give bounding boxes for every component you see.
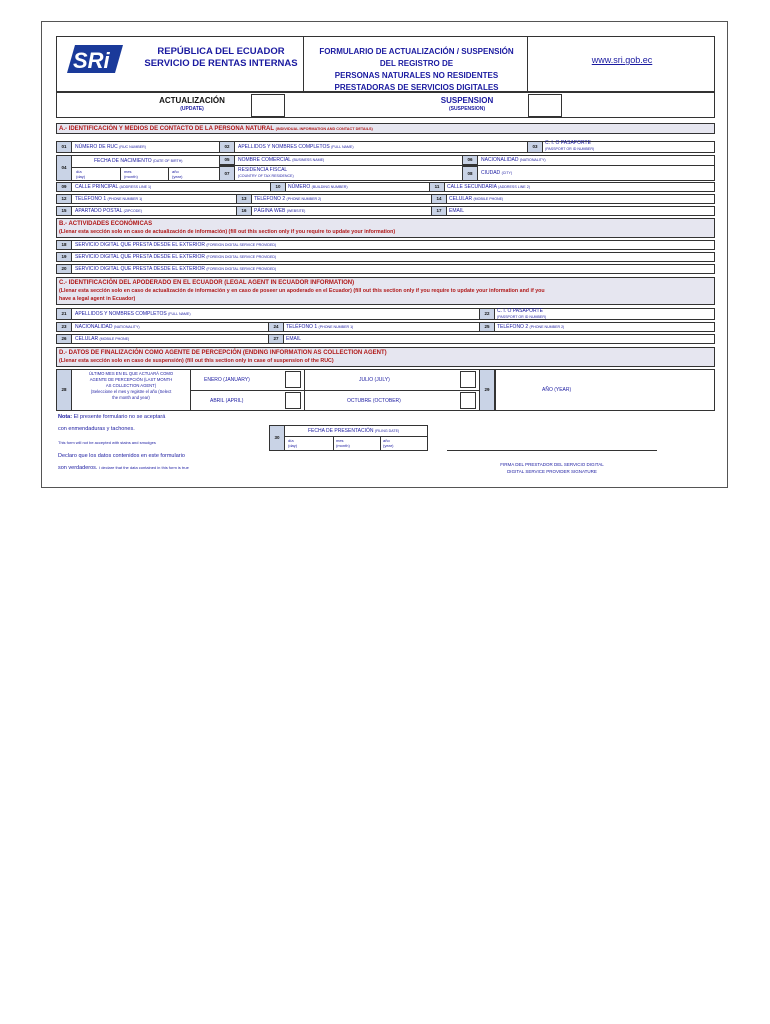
section-b-subtitle: (Llenar esta sección solo en caso de actualización de información) (fill out this section only if you require to update your information) xyxy=(59,229,396,235)
sri-logo xyxy=(65,43,125,75)
month-jan-checkbox[interactable] xyxy=(285,371,301,388)
field-24-num: 24 xyxy=(268,322,284,332)
section-a-header xyxy=(56,123,715,134)
field-25-num: 25 xyxy=(479,322,495,332)
field-15-label[interactable]: APARTADO POSTAL (ZIPCODE) xyxy=(75,208,142,214)
suspend-sub: (SUSPENSION) xyxy=(448,106,486,112)
title-line2: SERVICIO DE RENTAS INTERNAS xyxy=(144,58,298,69)
month-oct-label: OCTUBRE (OCTOBER) xyxy=(347,398,401,404)
field-29-label: AÑO (YEAR) xyxy=(542,387,572,393)
month-oct-checkbox[interactable] xyxy=(460,392,476,409)
field-20-num: 20 xyxy=(56,264,72,274)
filing-date-box[interactable] xyxy=(269,425,428,451)
update-checkbox[interactable] xyxy=(251,94,285,117)
field-04-label: FECHA DE NACIMIENTO (DATE OF BIRTH) xyxy=(94,158,183,164)
filing-date-divider xyxy=(333,436,334,451)
section-a-title: A.- IDENTIFICACIÓN Y MEDIOS DE CONTACTO DE LA PERSONA NATURAL xyxy=(59,126,274,132)
field-14-label[interactable]: CELULAR (MOBILE PHONE) xyxy=(449,196,504,202)
title-line1: REPÚBLICA DEL ECUADOR xyxy=(157,46,285,57)
field-02-num: 02 xyxy=(219,141,235,153)
filing-date-divider xyxy=(380,436,381,451)
update-label: ACTUALIZACIÓN xyxy=(159,96,225,105)
section-c-header xyxy=(56,277,715,305)
field-20-label[interactable]: SERVICIO DIGITAL QUE PRESTA DESDE EL EXTERIOR (FOREIGN DIGITAL SERVICE PROVIDED) xyxy=(75,266,277,272)
field-02-label[interactable]: APELLIDOS Y NOMBRES COMPLETOS (FULL NAME) xyxy=(238,144,354,150)
field-06-label[interactable]: NACIONALIDAD (NATIONALITY) xyxy=(481,157,546,163)
field-22-num: 22 xyxy=(479,308,495,320)
field-17-num: 17 xyxy=(431,206,447,216)
field-23-num: 23 xyxy=(56,322,72,332)
field-08-num: 08 xyxy=(462,166,478,181)
field-11-label[interactable]: CALLE SECUNDARIA (ADDRESS LINE 2) xyxy=(447,184,530,190)
note-line1: Nota: El presente formulario no se aceptará xyxy=(58,414,166,420)
field-10-num: 10 xyxy=(270,182,286,192)
field-19-num: 19 xyxy=(56,252,72,262)
field-01-num: 01 xyxy=(56,141,72,153)
field-07-label[interactable]: RESIDENCIA FISCAL (COUNTRY OF TAX RESIDENCE) xyxy=(238,167,294,178)
section-c-title: C.- IDENTIFICACIÓN DEL APODERADO EN EL ECUADOR (LEGAL AGENT IN ECUADOR INFORMATION) xyxy=(59,280,355,286)
field-12-label[interactable]: TELÉFONO 1 (PHONE NUMBER 1) xyxy=(75,196,143,202)
dob-year: año (year) xyxy=(172,169,183,179)
row-15 xyxy=(56,206,715,216)
year-field[interactable] xyxy=(495,369,715,411)
field-09-num: 09 xyxy=(56,182,72,192)
month-jul-label: JULIO (JULY) xyxy=(359,377,390,383)
section-a-title-en: (INDIVIDUAL INFORMATION AND CONTACT DETAILS) xyxy=(275,127,373,131)
field-10-label[interactable]: NÚMERO (BUILDING NUMBER) xyxy=(288,184,348,190)
field-26-label[interactable]: CELULAR (MOBILE PHONE) xyxy=(75,336,130,342)
field-09-label[interactable]: CALLE PRINCIPAL (ADDRESS LINE 1) xyxy=(75,184,152,190)
field-12-num: 12 xyxy=(56,194,72,204)
field-23-label[interactable]: NACIONALIDAD (NATIONALITY) xyxy=(75,324,140,330)
month-grid-divider xyxy=(304,369,305,411)
filing-month: mes (month) xyxy=(336,438,350,448)
section-b-header xyxy=(56,218,715,238)
section-c-subtitle-1: (Llenar esta sección solo en caso de actualización de información y en caso de poseer un apoderado en el Ecuador) (fill out this section only if you require to update your information and if you xyxy=(59,288,545,294)
field-30-num: 30 xyxy=(269,425,285,451)
field-06-num: 06 xyxy=(462,155,478,165)
field-04-num: 04 xyxy=(56,155,72,181)
field-21-label[interactable]: APELLIDOS Y NOMBRES COMPLETOS (FULL NAME) xyxy=(75,311,191,317)
field-25-label[interactable]: TELÉFONO 2 (PHONE NUMBER 2) xyxy=(497,324,565,330)
section-d-subtitle: (Llenar esta sección solo en caso de suspensión) (fill out this section only in case of suspension of the RUC) xyxy=(59,358,334,364)
month-grid-hline xyxy=(190,390,479,391)
declare-line1: Declaro que los datos contenidos en este formulario xyxy=(58,453,185,459)
row-01 xyxy=(56,141,715,153)
month-apr-checkbox[interactable] xyxy=(285,392,301,409)
section-c-subtitle-2: have a legal agent in Ecuador) xyxy=(59,296,136,302)
website-link[interactable]: www.sri.gob.ec xyxy=(591,55,653,65)
signature-label-1: FIRMA DEL PRESTADOR DEL SERVICIO DIGITAL xyxy=(500,462,604,467)
section-b-title: B.- ACTIVIDADES ECONÓMICAS xyxy=(59,221,153,227)
month-jan-label: ENERO (JANUARY) xyxy=(204,377,250,383)
field-27-num: 27 xyxy=(268,334,284,344)
section-d-header xyxy=(56,347,715,367)
field-28-num: 28 xyxy=(56,369,72,411)
dob-divider xyxy=(168,168,169,181)
field-16-num: 16 xyxy=(236,206,252,216)
field-16-label[interactable]: PÁGINA WEB (WEBSITE) xyxy=(254,208,306,214)
header-logo-box xyxy=(56,36,316,92)
field-03-num: 03 xyxy=(527,141,543,153)
header-website-box xyxy=(527,36,715,92)
note-en: This form will not be accepted with stains and smudges xyxy=(58,440,156,445)
options-row xyxy=(56,92,715,118)
declare-line2: son verdaderos. I declare that the data contained in this form is true xyxy=(58,465,189,471)
signature-label-2: DIGITAL SERVICE PROVIDER SIGNATURE xyxy=(507,469,597,474)
field-19-label[interactable]: SERVICIO DIGITAL QUE PRESTA DESDE EL EXTERIOR (FOREIGN DIGITAL SERVICE PROVIDED) xyxy=(75,254,277,260)
row-09 xyxy=(56,182,715,192)
update-sub: (UPDATE) xyxy=(180,106,204,112)
dob-day: día (day) xyxy=(76,169,86,179)
month-jul-checkbox[interactable] xyxy=(460,371,476,388)
filing-year: año (year) xyxy=(383,438,394,448)
form-title-line4: PRESTADORAS DE SERVICIOS DIGITALES xyxy=(334,83,499,92)
row-12 xyxy=(56,194,715,204)
field-05-label[interactable]: NOMBRE COMERCIAL (BUSINESS NAME) xyxy=(238,157,325,163)
field-03-label[interactable]: C. I. O PASAPORTE (PASSPORT OR ID NUMBER) xyxy=(545,140,595,151)
form-title-line1: FORMULARIO DE ACTUALIZACIÓN / SUSPENSIÓN xyxy=(319,47,514,56)
note-line2: con enmendaduras y tachones. xyxy=(58,426,135,432)
signature-line[interactable] xyxy=(447,450,657,451)
field-14-num: 14 xyxy=(431,194,447,204)
row-26 xyxy=(56,334,715,344)
suspend-label: SUSPENSION xyxy=(440,96,494,105)
field-28-label: ÚLTIMO MES EN EL QUE ACTUARÁ COMO AGENTE DE PERCEPCIÓN (LAST MONTH AS COLLECTION AGENT) (Seleccione el mes y registre el año (Select the month and year) xyxy=(88,371,174,400)
field-26-num: 26 xyxy=(56,334,72,344)
dob-month: mes (month) xyxy=(124,169,138,179)
section-d-title: D.- DATOS DE FINALIZACIÓN COMO AGENTE DE PERCEPCIÓN (ENDING INFORMATION AS COLLECTION AGENT) xyxy=(59,350,387,356)
suspend-checkbox[interactable] xyxy=(528,94,562,117)
field-08-label[interactable]: CIUDAD (CITY) xyxy=(481,170,513,176)
row-23 xyxy=(56,322,715,332)
form-title-line2: DEL REGISTRO DE xyxy=(379,59,454,68)
field-22-label[interactable]: C. I. O PASAPORTE (PASSPORT OR ID NUMBER) xyxy=(497,308,547,319)
field-24-label[interactable]: TELÉFONO 1 (PHONE NUMBER 1) xyxy=(286,324,354,330)
dob-divider xyxy=(120,168,121,181)
field-11-num: 11 xyxy=(429,182,445,192)
filing-date-hline xyxy=(285,436,428,437)
field-13-num: 13 xyxy=(236,194,252,204)
field-29-num: 29 xyxy=(479,369,495,411)
field-18-label[interactable]: SERVICIO DIGITAL QUE PRESTA DESDE EL EXTERIOR (FOREIGN DIGITAL SERVICE PROVIDED) xyxy=(75,242,277,248)
filing-day: día (day) xyxy=(288,438,298,448)
field-04-date-grid[interactable] xyxy=(72,167,219,181)
field-01-label[interactable]: NÚMERO DE RUC (RUC NUMBER) xyxy=(75,144,146,150)
field-21-num: 21 xyxy=(56,308,72,320)
field-17-label[interactable]: EMAIL xyxy=(449,208,465,214)
field-13-label[interactable]: TELÉFONO 2 (PHONE NUMBER 2) xyxy=(254,196,322,202)
field-07-num: 07 xyxy=(219,166,235,181)
header-form-title-box xyxy=(303,36,528,92)
form-title-line3: PERSONAS NATURALES NO RESIDENTES xyxy=(334,71,499,80)
field-27-label[interactable]: EMAIL xyxy=(286,336,302,342)
field-15-num: 15 xyxy=(56,206,72,216)
month-apr-label: ABRIL (APRIL) xyxy=(210,398,244,404)
logo-text: SRi xyxy=(73,48,110,73)
form-frame xyxy=(41,21,728,488)
field-30-label: FECHA DE PRESENTACIÓN (FILING DATE) xyxy=(308,428,400,434)
field-05-num: 05 xyxy=(219,155,235,165)
field-18-num: 18 xyxy=(56,240,72,250)
